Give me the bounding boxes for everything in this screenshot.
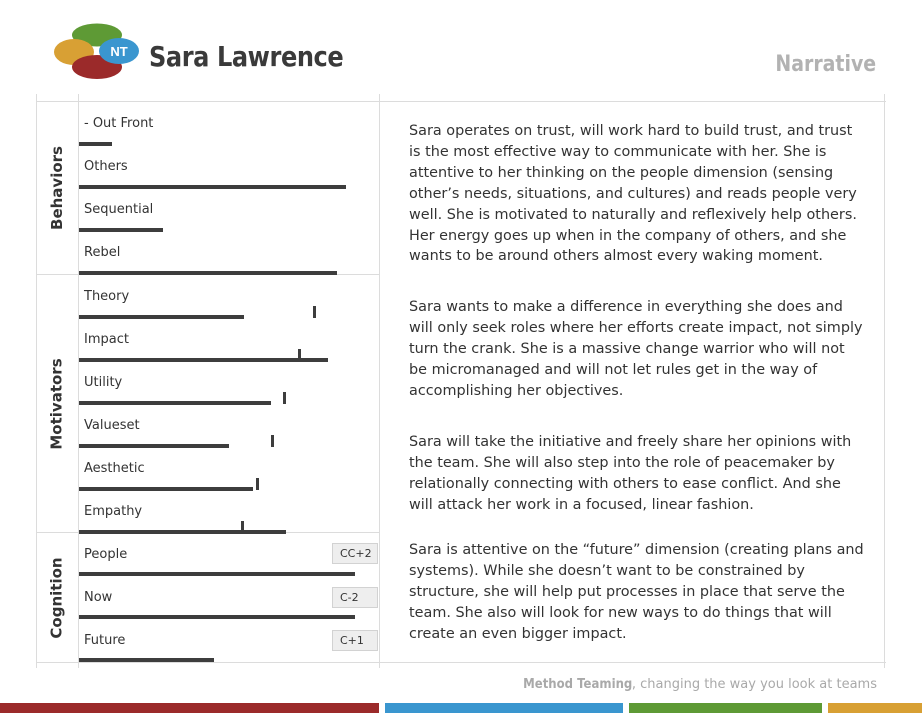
footer-stripe-red xyxy=(0,703,379,713)
marker-valueset xyxy=(271,435,274,447)
marker-empathy xyxy=(241,521,244,533)
row-label-now: Now xyxy=(84,590,113,605)
category-cognition xyxy=(43,533,71,662)
bar-people xyxy=(79,572,355,576)
bar-sequential xyxy=(79,228,163,232)
person-name: Sara Lawrence xyxy=(149,40,344,73)
row-label-people: People xyxy=(84,547,128,562)
logo xyxy=(54,22,140,80)
row-label-impact: Impact xyxy=(84,332,129,347)
cognition-badge-people: CC+2 xyxy=(332,543,378,564)
bar-aesthetic xyxy=(79,487,253,491)
narrative-paragraph-3: Sara will take the initiative and freely share her opinions with the team. She will also step into the role of peacemaker by relationally connecting with others to ease conflict. And she will attack her work in a focused, linear fashion. xyxy=(409,434,852,513)
grid-line-label-divider xyxy=(78,94,79,668)
cognition-badge-now: C-2 xyxy=(332,587,378,608)
category-behaviors xyxy=(43,102,71,274)
bar-now xyxy=(79,615,355,619)
footer-tagline xyxy=(511,677,877,692)
bar-impact xyxy=(79,358,328,362)
bar-others xyxy=(79,185,346,189)
category-motivators xyxy=(43,275,71,532)
marker-utility xyxy=(283,392,286,404)
grid-line-top xyxy=(36,101,886,102)
row-label-utility: Utility xyxy=(84,375,123,390)
grid-line-bar-divider xyxy=(379,94,380,668)
row-label-valueset: Valueset xyxy=(84,418,140,433)
marker-aesthetic xyxy=(256,478,259,490)
row-label-sequential: Sequential xyxy=(84,202,154,217)
category-label: Cognition xyxy=(48,556,67,639)
footer-brand: Method Teaming xyxy=(522,677,632,692)
footer-stripe-green xyxy=(629,703,822,713)
marker-impact xyxy=(298,349,301,361)
bar-theory xyxy=(79,315,244,319)
footer-stripe-orange xyxy=(828,703,922,713)
row-label-empathy: Empathy xyxy=(84,504,143,519)
bar-out-front xyxy=(79,142,112,146)
narrative-paragraph-1: Sara operates on trust, will work hard to build trust, and trust is the most effective way to communicate with her. She is attentive to her thinking on the people dimension (sensing other’s needs, situations, and cultures) and reads people very well. She is motivated to naturally and reflexively help others. Her energy goes up when in the company of others, and she wants to be around others almost every waking moment. xyxy=(409,123,857,265)
row-label-theory: Theory xyxy=(84,289,130,304)
row-label-out-front: - Out Front xyxy=(84,116,154,131)
row-label-aesthetic: Aesthetic xyxy=(84,461,145,476)
bar-valueset xyxy=(79,444,229,448)
bar-utility xyxy=(79,401,271,405)
grid-line-left-outer xyxy=(36,94,37,668)
marker-theory xyxy=(313,306,316,318)
row-label-future: Future xyxy=(84,633,126,648)
grid-line-bottom xyxy=(36,662,886,663)
section-title: Narrative xyxy=(775,52,876,77)
grid-line-right xyxy=(884,94,885,668)
bar-future xyxy=(79,658,214,662)
bar-empathy xyxy=(79,530,286,534)
narrative-paragraph-4: Sara is attentive on the “future” dimension (creating plans and systems). While she doesn’t want to be constrained by structure, she will help put processes in place that serve the team. She also will look for new ways to do things that will create an even bigger impact. xyxy=(409,542,864,642)
row-label-others: Others xyxy=(84,159,128,174)
cognition-badge-future: C+1 xyxy=(332,630,378,651)
row-label-rebel: Rebel xyxy=(84,245,121,260)
footer-stripe-blue xyxy=(385,703,623,713)
logo-text: NT xyxy=(110,44,128,59)
footer-tagline-text: , changing the way you look at teams xyxy=(631,677,877,692)
bar-rebel xyxy=(79,271,337,275)
category-label: Motivators xyxy=(48,357,66,450)
narrative-paragraph-2: Sara wants to make a difference in everything she does and will only seek roles where her efforts create impact, not simply turn the crank. She is a massive change warrior who will not be micromanaged and will not let rules get in the way of accomplishing her objectives. xyxy=(409,299,863,399)
category-label: Behaviors xyxy=(48,146,66,230)
